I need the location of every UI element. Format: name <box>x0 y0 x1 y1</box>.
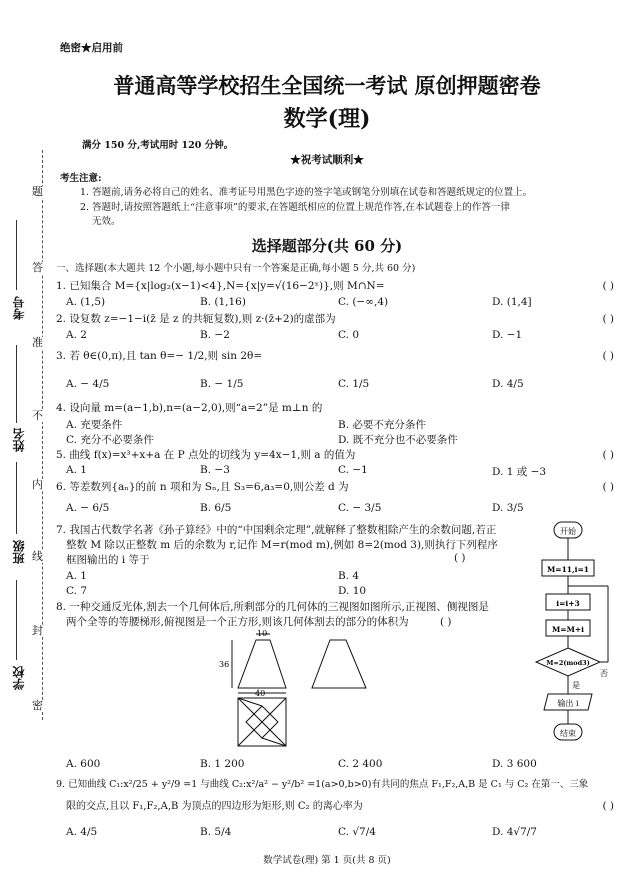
question-9-stem: 限的交点,且以 F₁,F₂,A,B 为顶点的四边形为矩形,则 C₂ 的离心率为 <box>66 801 363 812</box>
question-6-stem: 6. 等差数列{aₙ}的前 n 项和为 Sₙ,且 S₃=6,a₃=0,则公差 d 为 <box>56 481 349 493</box>
option-d[interactable]: D. 3/5 <box>492 502 524 514</box>
question-5-stem: 5. 曲线 f(x)=x³+x+a 在 P 点处的切线为 y=4x−1,则 a 的值为 <box>56 449 356 461</box>
note-item: 1. 答题前,请务必将自己的姓名、准考证号用黑色字迹的签字笔或钢笔分别填在试卷和答题纸规定的位置上。 <box>80 187 533 198</box>
question-7-stem: 7. 我国古代数学名著《孙子算经》中的“中国剩余定理”,就解释了整数相除产生的余数问题,若正 <box>56 524 497 536</box>
option-c[interactable]: C. 7 <box>66 585 88 597</box>
svg-text:输出 i: 输出 i <box>557 699 579 708</box>
question-8-stem: 8. 一种交通反光体,割去一个几何体后,所剩部分的几何体的三视图如图所示,正视图、侧视图是 <box>56 601 489 613</box>
option-c[interactable]: C. (−∞,4) <box>338 296 389 308</box>
answer-paren[interactable]: ( ) <box>602 280 614 292</box>
svg-text:M=11,i=1: M=11,i=1 <box>547 565 589 574</box>
option-b[interactable]: B. 4 <box>338 570 360 582</box>
option-a[interactable]: A. 4/5 <box>66 826 98 838</box>
question-1-stem: 1. 已知集合 M={x|log₂(x−1)<4},N={x|y=√(16−2ˣ)},则 M∩N= <box>56 280 385 292</box>
option-a[interactable]: A. 600 <box>66 758 101 770</box>
question-2-stem: 2. 设复数 z=−1−i(z̄ 是 z 的共轭复数),则 z·(z̄+2)的虚部为 <box>56 313 336 325</box>
question-7-stem: 框图输出的 i 等于 <box>66 554 150 566</box>
option-c[interactable]: C. √7/4 <box>338 826 376 838</box>
question-7-stem: 整数 M 除以正整数 m 后的余数为 r,记作 M=r(mod m),例如 8=2(mod 3),则执行下列程序 <box>66 539 498 551</box>
option-d[interactable]: D. 3 600 <box>492 758 537 770</box>
exam-title: 普通高等学校招生全国统一考试 原创押题密卷 <box>113 73 541 98</box>
answer-paren[interactable]: ( ) <box>440 616 452 628</box>
option-b[interactable]: B. −2 <box>200 329 230 341</box>
margin-word: 不 <box>32 409 43 422</box>
note-item: 无效。 <box>92 216 121 227</box>
option-d[interactable]: D. 10 <box>338 585 367 597</box>
margin-word: 密 <box>32 699 43 712</box>
option-b[interactable]: B. 5/4 <box>200 826 232 838</box>
name-label: 姓名 <box>12 428 26 452</box>
svg-text:否: 否 <box>600 669 608 678</box>
front-view <box>238 640 286 688</box>
margin-word: 线 <box>32 550 43 563</box>
margin-word: 准 <box>32 336 43 349</box>
option-a[interactable]: A. 充要条件 <box>66 419 123 431</box>
svg-text:M=2(mod3): M=2(mod3) <box>546 659 590 667</box>
option-a[interactable]: A. 1 <box>66 464 87 476</box>
option-c[interactable]: C. 充分不必要条件 <box>66 434 154 446</box>
option-c[interactable]: C. 2 400 <box>338 758 383 770</box>
school-label: 学校 <box>12 666 26 690</box>
option-b[interactable]: B. −3 <box>200 464 230 476</box>
option-b[interactable]: B. 1 200 <box>200 758 245 770</box>
option-a[interactable]: A. − 4/5 <box>66 378 110 390</box>
answer-paren[interactable]: ( ) <box>602 350 614 362</box>
option-a[interactable]: A. − 6/5 <box>66 502 110 514</box>
bottom-width-label: 40 <box>255 689 266 698</box>
option-c[interactable]: C. 0 <box>338 329 360 341</box>
option-d[interactable]: D. 4/5 <box>492 378 524 390</box>
option-d[interactable]: D. (1,4] <box>492 296 532 308</box>
option-b[interactable]: B. (1,16) <box>200 296 246 308</box>
margin-word: 内 <box>32 478 43 491</box>
three-view-figure <box>218 630 400 750</box>
side-view <box>312 640 366 688</box>
answer-paren[interactable]: ( ) <box>602 313 614 325</box>
svg-text:是: 是 <box>572 681 580 690</box>
top-width-label: 10 <box>257 630 268 638</box>
question-4-stem: 4. 设向量 m=(a−1,b),n=(a−2,0),则“a=2”是 m⊥n 的 <box>56 402 323 414</box>
option-d[interactable]: D. 既不充分也不必要条件 <box>338 434 458 446</box>
answer-paren[interactable]: ( ) <box>454 552 466 564</box>
height-label: 36 <box>219 660 230 669</box>
option-c[interactable]: C. − 3/5 <box>338 502 382 514</box>
option-c[interactable]: C. 1/5 <box>338 378 370 390</box>
exam-number-label: 考号 <box>12 296 26 320</box>
note-item: 2. 答题时,请按照答题纸上“注意事项”的要求,在答题纸相应的位置上规范作答,在本试题卷上的作答一律 <box>80 202 510 213</box>
option-a[interactable]: A. 2 <box>66 329 87 341</box>
option-d[interactable]: D. −1 <box>492 329 523 341</box>
answer-paren[interactable]: ( ) <box>602 449 614 461</box>
page-footer: 数学试卷(理) 第 1 页(共 8 页) <box>263 855 391 866</box>
question-3-stem: 3. 若 θ∈(0,π),且 tan θ=− 1/2,则 sin 2θ= <box>56 350 263 362</box>
svg-text:开始: 开始 <box>560 527 576 536</box>
good-luck: ★祝考试顺利★ <box>290 154 364 166</box>
option-c[interactable]: C. −1 <box>338 464 368 476</box>
svg-text:i=i+3: i=i+3 <box>556 599 580 608</box>
section-intro: 一、选择题(本大题共 12 个小题,每小题中只有一个答案是正确,每小题 5 分,共 60 分) <box>56 263 416 274</box>
class-label: 班级 <box>12 540 26 564</box>
confidential-mark: 绝密★启用前 <box>60 42 123 54</box>
margin-word: 答 <box>32 261 43 274</box>
notes-heading: 考生注意: <box>60 173 102 184</box>
name-field[interactable] <box>16 345 17 423</box>
subject-title: 数学(理) <box>283 106 371 132</box>
question-9-stem: 9. 已知曲线 C₁:x²/25 + y²/9 =1 与曲线 C₂:x²/a² − y²/b² =1(a>0,b>0)有共同的焦点 F₁,F₂,A,B 是 C₁ 与 C₂ 在第一、三象 <box>56 779 589 790</box>
school-field[interactable] <box>16 580 17 660</box>
svg-text:结束: 结束 <box>560 729 576 738</box>
answer-paren[interactable]: ( ) <box>602 800 614 812</box>
program-flowchart <box>530 520 620 750</box>
question-8-stem: 两个全等的等腰梯形,俯视图是一个正方形,则该几何体割去的部分的体积为 <box>66 616 409 628</box>
answer-paren[interactable]: ( ) <box>602 481 614 493</box>
section-title: 选择题部分(共 60 分) <box>251 237 403 255</box>
option-d[interactable]: D. 4√7/7 <box>492 826 537 838</box>
option-b[interactable]: B. − 1/5 <box>200 378 244 390</box>
option-b[interactable]: B. 必要不充分条件 <box>338 419 426 431</box>
option-a[interactable]: A. 1 <box>66 570 87 582</box>
margin-word: 封 <box>32 624 43 637</box>
option-a[interactable]: A. (1,5) <box>66 296 106 308</box>
class-field[interactable] <box>16 462 17 534</box>
option-b[interactable]: B. 6/5 <box>200 502 232 514</box>
svg-text:M=M+i: M=M+i <box>551 625 585 634</box>
score-time: 满分 150 分,考试用时 120 分钟。 <box>82 140 234 151</box>
option-d[interactable]: D. 1 或 −3 <box>492 466 547 478</box>
margin-word: 题 <box>32 185 43 198</box>
